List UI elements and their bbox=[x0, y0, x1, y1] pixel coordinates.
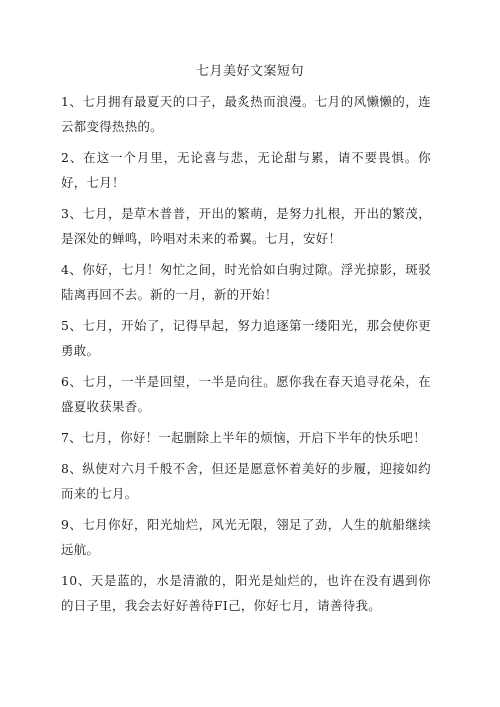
list-item: 10、天是蓝的，水是清澈的，阳光是灿烂的，也许在没有遇到你的日子里，我会去好好善待FI己，你好七月，请善待我。 bbox=[61, 573, 431, 613]
list-item: 2、在这一个月里，无论喜与悲，无论甜与累，请不要畏惧。你好，七月！ bbox=[61, 150, 431, 190]
list-item: 4、你好，七月！匆忙之间，时光恰如白驹过隙。浮光掠影，斑驳陆离再回不去。新的一月，新的开始！ bbox=[61, 262, 431, 302]
document-body bbox=[61, 89, 431, 624]
list-item: 9、七月你好，阳光灿烂，风光无限，翎足了劲，人生的航船继续远航。 bbox=[61, 517, 431, 557]
list-item: 8、纵使对六月千般不舍，但还是愿意怀着美好的步履，迎接如约而来的七月。 bbox=[61, 461, 431, 501]
list-item: 6、七月，一半是回望，一半是向往。愿你我在春天追寻花朵，在盛夏收获果香。 bbox=[61, 374, 431, 414]
list-item: 1、七月拥有最夏天的口子，最炙热而浪漫。七月的风懒懒的，连云都变得热热的。 bbox=[61, 94, 431, 134]
list-item: 5、七月，开始了，记得早起，努力追逐第一缕阳光，那会使你更勇敢。 bbox=[61, 318, 431, 358]
list-item: 3、七月，是草木普普，开出的繁萌，是努力扎根，开出的繁茂，是深处的蝉鸣，吟唱对未来的希翼。七月，安好！ bbox=[61, 206, 431, 246]
document-title: 七月美好文案短句 bbox=[195, 64, 304, 79]
list-item: 7、七月，你好！一起删除上半年的烦恼，开启下半年的快乐吧！ bbox=[61, 430, 426, 445]
